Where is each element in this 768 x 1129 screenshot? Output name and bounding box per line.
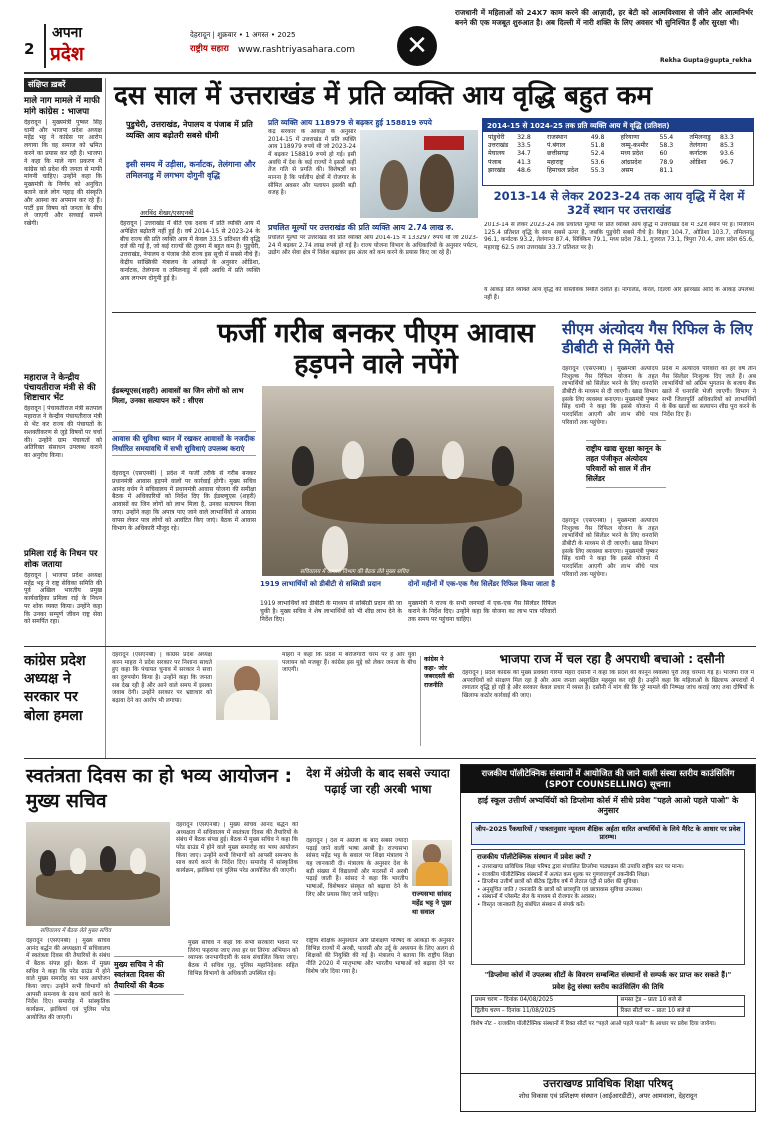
polytechnic-ad: [460, 764, 756, 1112]
ad-footer: [461, 1073, 755, 1111]
lead-highlight: पुडुचेरी, उत्तराखंड, नेपालय व पंजाब में प्रति व्यक्ति आय बढ़ोतरी सबसे धीमी: [126, 120, 253, 140]
congress-body: देहरादून (एसएनबी) | कांग्रेस प्रदेश अध्यक्ष करन माहरा ने प्रदेश सरकार पर निशाना साधते हुए कहा कि पंचायत चुनाव में सरकार ने सत्ता का दुरुपयोग किया है। उन्होंने कहा कि जनता सब देख रही है और आने वाले समय में इसका जवाब देगी। उन्होंने सरकार पर भ्रष्टाचार को बढ़ावा देने का आरोप भी लगाया।: [112, 652, 212, 705]
section-badge: [44, 24, 112, 68]
lead-col-2: केंद्र सरकार के आंकड़ों के अनुसार 2014-15 में उत्तराखंड में प्रति व्यक्ति आय 118979 रुपये थी जो 2023-24 में बढ़कर 158819 रुपये हो गई। इसी अवधि में देश के कई राज्यों ने इससे कहीं तेज गति से प्रगति की। विशेषज्ञों का मानना है कि पर्वतीय क्षेत्रों में रोजगार के सीमित अवसर और पलायन इसकी बड़ी वजह है।: [268, 129, 356, 197]
independence-body-3: देहरादून (एसएनबी) | मुख्य सचिव आनंद बर्द्धन की अध्यक्षता में सचिवालय में स्वतंत्रता दिवस की तैयारियों के संबंध में बैठक संपन्न हुई। बैठक में मुख्य सचिव ने कहा कि परेड ग्राउंड में होने वाले मुख्य समारोह का भव्य आयोजन किया जाए। उन्होंने सभी विभागों को आपसी समन्वय के साथ कार्य करने के निर्देश दिए। समारोह में सांस्कृतिक कार्यक्रम, झांकियां एवं पुलिस परेड आयोजित की जाएगी।: [176, 822, 298, 875]
arabic-body: देहरादून | देश में अंग्रेजी के बाद सबसे ज्यादा पढ़ाई जाने वाली भाषा अरबी है। राज्यसभा सांसद महेंद्र भट्ट के सवाल पर शिक्षा मंत्रालय ने यह जानकारी दी। मंत्रालय के अनुसार देश के बड़ी संख्या में विद्यालयों और मदरसों में अरबी पढ़ाई जाती है। सांसद ने कहा कि भारतीय भाषाओं, विशेषकर संस्कृत को बढ़ावा देने के लिए और प्रयास किए जाने चाहिए।: [306, 838, 408, 898]
independence-body: देहरादून (एसएनबी) | मुख्य सचिव आनंद बर्द्धन की अध्यक्षता में सचिवालय में स्वतंत्रता दिवस की तैयारियों के संबंध में बैठक संपन्न हुई। बैठक में मुख्य सचिव ने कहा कि परेड ग्राउंड में होने वाले मुख्य समारोह का भव्य आयोजन किया जाए। उन्होंने सभी विभागों को आपसी समन्वय के साथ कार्य करने के निर्देश दिए। समारोह में सांस्कृतिक कार्यक्रम, झांकियां एवं पुलिस परेड आयोजित की जाएगी।: [26, 938, 110, 1021]
ad-bullet-list: [477, 864, 739, 909]
section-name-line1: अपना: [52, 25, 83, 41]
gas-pull-quote: राष्ट्रीय खाद्य सुरक्षा कानून के तहत पंजीकृत अंत्योदय परिवारों को साल में तीन सिलेंडर: [586, 440, 666, 488]
gas-body: देहरादून (एसएनबी) | मुख्यमंत्री अंत्योदय निःशुल्क गैस रिफिल योजना के तहत लाभार्थियों को सिलेंडर भरने के लिए धनराशि डीबीटी के माध्यम से दी जाएगी। खाद्य विभाग इसके लिए व्यवस्था बनाएगा। मुख्यमंत्री पुष्कर सिंह धामी ने कहा कि इससे योजना में पारदर्शिता आएगी और लाभ सीधे पात्र परिवारों तक पहुंचेगा।: [562, 366, 658, 426]
table-cell: रिक्त सीटों पर – प्रातः 10 बजे से: [617, 1006, 744, 1017]
sidebar-item-title: महाराज ने केन्द्रीय पंचायतीराज मंत्री से की शिष्टाचार भेंट: [24, 372, 96, 404]
table-cell-state: हिमाचल प्रदेश: [547, 166, 579, 174]
table-cell-value: 52.4: [590, 150, 605, 158]
table-row: [487, 159, 749, 167]
mp-photo: [412, 840, 452, 886]
table-cell-value: 53.6: [590, 158, 605, 166]
section-rule: [24, 646, 756, 647]
fake-pm-body-3: मुख्यमंत्री ने राज्य के सभी जनपदों में एक-एक गैस सिलेंडर रिफिल कराने के निर्देश दिए। उन्होंने कहा कि योजना का लाभ पात्र परिवारों तक समय पर पहुंचना चाहिए।: [408, 600, 556, 623]
ad-dates-title: प्रवेश हेतु संस्था स्तरीय काउंसिलिंग की तिथि: [552, 983, 664, 992]
lead-sub-2: प्रचलित मूल्यों पर उत्तराखंड की प्रति व्यक्ति आय 2.74 लाख रु.: [268, 223, 454, 232]
arabic-side-note: राज्यसभा सांसद महेंद्र भट्ट ने पूछा था सवाल: [412, 890, 452, 917]
independence-pull-quote: मुख्य सचिव ने की स्वतंत्रता दिवस की तैयारियों की बैठक: [114, 956, 184, 995]
table-cell-value: 96.7: [720, 158, 734, 166]
growth-table: [487, 134, 749, 174]
table-row: [472, 1006, 745, 1017]
table-cell-value: 41.3: [517, 158, 531, 166]
ad-info-box: [471, 849, 745, 965]
congress-headline: कांग्रेस प्रदेश अध्यक्ष ने सरकार पर बोला हमला: [24, 653, 86, 724]
table-cell-state: [688, 167, 719, 175]
table-cell-state: पं.बंगाल: [547, 142, 566, 150]
masthead: [0, 0, 768, 72]
gas-body-3: देहरादून (एसएनबी) | मुख्यमंत्री अंत्योदय निःशुल्क गैस रिफिल योजना के तहत लाभार्थियों को सिलेंडर भरने के लिए धनराशि डीबीटी के माध्यम से दी जाएगी। खाद्य विभाग इसके लिए व्यवस्था बनाएगा। मुख्यमंत्री पुष्कर सिंह धामी ने कहा कि इससे योजना में पारदर्शिता आएगी और लाभ सीधे पात्र परिवारों तक पहुंचेगा।: [562, 518, 658, 578]
list-item: • उत्तराखण्ड प्राविधिक शिक्षा परिषद द्वारा संचालित डिप्लोमा पाठ्यक्रम की उपाधि राष्ट्रीय स्तर पर मान्य।: [477, 864, 684, 871]
fake-pm-sub-2: दोनों महीनों में एक-एक गैस सिलेंडर रिफिल किया जाता है: [408, 580, 555, 588]
table-cell-value: 51.8: [590, 142, 605, 150]
table-cell-value: 60: [659, 150, 668, 158]
table-cell-value: 55.4: [659, 134, 674, 142]
ad-subtitle: हाई स्कूल उत्तीर्ण अभ्यर्थियों को डिप्लोमा कोर्स में सीधे प्रवेश "पहले आओ पहले पाओ" के अनुसार: [477, 795, 739, 816]
table-row: [487, 142, 749, 150]
congress-leader-photo: [216, 660, 278, 720]
table-cell-value: 49.8: [590, 134, 605, 142]
independence-body-2: मुख्य सचिव ने कहा कि सभी सरकारी भवनों पर तिरंगा फहराया जाए तथा हर घर तिरंगा अभियान को व्यापक जनभागीदारी के साथ संचालित किया जाए। बैठक में सचिव गृह, पुलिस महानिदेशक सहित विभिन्न विभागों के अधिकारी उपस्थित रहे।: [188, 940, 298, 977]
lead-highlight-2: इसी समय में उड़ीसा, कर्नाटक, तेलंगाना और तमिलनाडु में लगभग दोगुनी वृद्धि: [126, 160, 256, 180]
ad-dates-table: [471, 995, 745, 1017]
rank-body: 2013-14 से लेकर 2023-24 तक प्रचलित मूल्यों पर प्रति व्यक्ति आय वृद्धि में उत्तराखंड देश में 32वें स्थान पर है। मिजोरम 125.4 प्रतिशत वृद्धि के साथ सबसे ऊपर है, जबकि पुडुचेरी सबसे नीचे है। बिहार 104.7, ओडिशा 103.7, तमिलनाडु 96.1, कर्नाटक 93.2, तेलंगाना 87.4, सिक्किम 79.1, मध्य प्रदेश 78.1, गुजरात 73.1, त्रिपुरा 70.4, उत्तर प्रदेश 65.6, महाराष्ट्र 62.5 तथा उत्तराखंड 33.7 प्रतिशत पर है।: [484, 222, 754, 252]
table-cell-value: 55.3: [590, 166, 605, 174]
sidebar-header: संक्षिप्त ख़बरें: [24, 78, 102, 92]
table-cell-value: 34.7: [517, 150, 531, 158]
table-cell-state: मध्य प्रदेश: [620, 150, 644, 158]
table-row: [487, 150, 749, 158]
table-cell: प्रथम चरण – दिनांक 04/08/2025: [472, 996, 618, 1007]
sidebar-item-title: माले नाग मामले में माफी मांगे कांग्रेस : भाजपा: [24, 96, 100, 117]
meeting-photo-caption: सचिवालय में आवास विभाग की बैठक लेते मुख्य सचिव: [300, 569, 409, 575]
table-cell-state: आंध्रप्रदेश: [620, 158, 642, 166]
independence-meeting-photo: [26, 822, 170, 926]
table-cell-value: 58.3: [659, 142, 674, 150]
table-cell-state: छत्तीसगढ़: [547, 150, 569, 158]
ad-footer-title: उत्तराखण्ड प्राविधिक शिक्षा परिषद्: [543, 1078, 673, 1090]
table-cell-state: महाराष्ट्र: [547, 158, 564, 166]
congress-side-note: कांग्रेस ने कहा- जोर जबरदस्ती की राजनीति: [420, 656, 456, 746]
section-rule: [24, 758, 756, 759]
table-cell-value: [719, 167, 749, 175]
table-cell-state: झारखंड: [488, 166, 506, 174]
ad-footer-subtitle: शोध विकास एवं प्रशिक्षण संस्थान (आईआरडीटी), अपर आमवाला, देहरादून: [518, 1091, 698, 1100]
table-row: [487, 134, 749, 142]
congress-body-2: माहरा ने कहा कि प्रदेश में बेरोजगारी चरम पर है और युवा पलायन को मजबूर हैं। कांग्रेस इस मुद्दे को लेकर जनता के बीच जाएगी।: [282, 652, 416, 674]
fake-pm-body: देहरादून (एसएनबी) | प्रदेश में फर्जी तरीके से गरीब बनकर प्रधानमंत्री आवास हड़पने वालों पर कार्रवाई होगी। मुख्य सचिव आनंद वर्धन ने सचिवालय में प्रधानमंत्री आवास योजना की समीक्षा बैठक में अधिकारियों को निर्देश दिए कि ईडब्ल्यूएस (शहरी) आवासों का जिन लोगों को लाभ मिला है, उनका सत्यापन किया जाए। उन्होंने कहा कि अपात्र पाए जाने वाले लाभार्थियों से आवास वापस लेकर पात्र लोगों को आवंटित किए जाएं। बैठक में आवास विभाग के अधिकारी मौजूद रहे।: [112, 470, 256, 532]
list-item: • राजकीय पॉलीटेक्निक संस्थानों में अत्यंत कम शुल्क पर गुणवत्तापूर्ण तकनीकी शिक्षा।: [477, 871, 650, 878]
table-cell-value: 81.1: [659, 166, 674, 174]
table-cell-state: ओडिशा: [689, 158, 707, 166]
arabic-headline: देश में अंग्रेजी के बाद सबसे ज्यादा पढ़ाई जा रही अरबी भाषा: [306, 766, 450, 796]
ad-box-title: राजकीय पॉलीटेक्निक संस्थान में प्रवेश क्यों ?: [477, 853, 592, 862]
lead-headline: दस साल में उत्तराखंड में प्रति व्यक्ति आय वृद्धि बहुत कम: [114, 81, 653, 111]
quote-text: राजधानी में महिलाओं को 24X7 काम करने की आज़ादी, हर बेटी को आत्मविश्वास से जीने और आत्मनिर्भर बनने की एक मजबूत शुरुआत है। अब दिल्ली में नारी शक्ति के लिए अवसर भी सुनिश्चित हैं और सुरक्षा भी।: [455, 8, 753, 27]
sidebar-item-title: प्रमिला राई के निधन पर शोक जताया: [24, 549, 98, 570]
section-rule: [112, 312, 756, 313]
fake-pm-headline: फर्जी गरीब बनकर पीएम आवास हड़पने वाले नपेंगे: [217, 318, 535, 381]
ad-strip: जीप–2025 रैंकधारियों / पात्रतानुसार न्यूनतम शैक्षिक अर्हता धारित अभ्यर्थियों के लिये मैरिट के आधार पर प्रवेश प्रारम्भ।: [471, 822, 745, 846]
table-cell-state: पंजाब: [488, 158, 502, 166]
table-cell-state: कर्नाटक: [689, 150, 708, 158]
sidebar-item-body: देहरादून | मुख्यमंत्री पुष्कर सिंह धामी और भाजपा प्रदेश अध्यक्ष महेंद्र भट्ट ने कांग्रेस पर आरोप लगाया कि वह समाज को भ्रमित करने का प्रयास कर रही है। भाजपा ने कहा कि माले नाग प्रकरण में कांग्रेस को प्रदेश की जनता से माफी मांगनी चाहिए। उन्होंने कहा कि मुख्यमंत्री के निर्णय को अनुचित बताने वाले लोग पहाड़ की संस्कृति और आस्था का अपमान कर रहे हैं। पार्टी इस विषय को जनता के बीच ले जाएगी और सच्चाई सामने रखेगी।: [24, 118, 102, 228]
table-cell-state: हरियाणा: [620, 134, 640, 142]
table-cell-state: मेघालय: [488, 150, 505, 158]
ad-notice: "डिप्लोमा कोर्स में उपलब्ध सीटों के विवरण सम्बन्धित संस्थानों से सम्पर्क कर प्राप्त कर सकते हैं।": [484, 971, 732, 980]
table-row: [472, 996, 745, 1007]
paper-name: राष्ट्रीय सहारा: [190, 44, 229, 54]
list-item: • डिप्लोमा उत्तीर्ण छात्रों को बीटेक द्वितीय वर्ष में लेटरल एंट्री से प्रवेश की सुविधा।: [477, 879, 639, 886]
table-row: [487, 167, 749, 175]
table-cell-state: उत्तराखंड: [488, 142, 509, 150]
fake-pm-deck-1: ईडब्ल्यूएस(शहरी) आवासों का जिन लोगों को लाभ मिला, उनका सत्यापन करें : सीएस: [112, 386, 244, 405]
table-cell-state: असम: [620, 166, 634, 174]
dateline: देहरादून | शुक्रवार • 1 अगस्त • 2025: [190, 30, 296, 39]
ad-title: राजकीय पॉलीटेक्निक संस्थानों में आयोजित की जाने वाली संस्था स्तरीय काउंसिलिंग (SPOT COUNSELLING) सूचना।: [461, 765, 755, 793]
table-cell-state: तेलंगाना: [689, 142, 708, 150]
fake-pm-sub-1: 1919 लाभार्थियों को डीबीटी से सब्सिडी प्रदान: [260, 580, 381, 588]
bhajpa-headline: भाजपा राज में चल रहा है अपराधी बचाओ : दसौनी: [499, 652, 725, 666]
section-name-line2: प्रदेश: [50, 43, 84, 66]
table-cell-value: 85.3: [720, 142, 734, 150]
growth-table-box: [482, 118, 754, 186]
rank-foot: ये आंकड़े प्रति व्यक्ति आय वृद्धि की वास्तविक स्थिति दर्शाते हैं। नागालैंड, केरल, दिल्ली और झारखंड आदि के आंकड़े उपलब्ध नहीं हैं।: [484, 287, 754, 301]
rank-headline: 2013-14 से लेकर 2023-24 तक आय वृद्धि में देश में 32वें स्थान पर उत्तराखंड: [493, 189, 745, 217]
bhajpa-body: देहरादून | प्रदेश कांग्रेस की मुख्य प्रवक्ता गरिमा मेहरा दसौनी ने कहा कि प्रदेश की कानून व्यवस्था पूरी तरह चरमरा गई है। भाजपा राज में अपराधियों को संरक्षण मिल रहा है और आम जनता असुरक्षित महसूस कर रही है। उन्होंने कहा कि महिलाओं के खिलाफ अपराधों में लगातार वृद्धि हो रही है और सरकार केवल प्रचार में व्यस्त है। दसौनी ने मांग की कि पूरे मामले की निष्पक्ष जांच कराई जाए तथा दोषियों के खिलाफ कठोर कार्रवाई की जाए।: [462, 670, 754, 700]
independence-photo-caption: सचिवालय में बैठक लेते मुख्य सचिव: [40, 928, 111, 934]
list-item: • संस्थानों में प्लेसमेंट सेल के माध्यम से रोजगार के अवसर।: [477, 894, 597, 901]
table-cell-state: जम्मू-कश्मीर: [620, 142, 649, 150]
table-cell: द्वितीय चरण – दिनांक 11/08/2025: [472, 1006, 618, 1017]
growth-table-title: 2014-15 से 1024-25 तक प्रति व्यक्ति आय में वृद्धि (प्रतिशत): [483, 119, 753, 132]
meeting-photo: [262, 386, 554, 576]
sidebar-item-body: देहरादून | भाजपा प्रदेश अध्यक्ष महेंद्र भट्ट ने राष्ट्र सेविका समिति की पूर्व अखिल भारतीय प्रमुख कार्यवाहिका प्रमिला राई के निधन पर शोक व्यक्त किया। उन्होंने कहा कि उनका सम्पूर्ण जीवन राष्ट्र सेवा को समर्पित रहा।: [24, 571, 102, 626]
fake-pm-body-2: 1919 लाभार्थियों को डीबीटी के माध्यम से सब्सिडी प्रदान की जा चुकी है। मुख्य सचिव ने शेष लाभार्थियों को भी शीघ्र लाभ देने के निर्देश दिए।: [260, 600, 402, 623]
independence-headline: स्वतंत्रता दिवस का हो भव्य आयोजन : मुख्य सचिव: [26, 765, 293, 812]
fake-pm-deck-2: आवास की सुविधा ध्यान में रखकर आवासों के नजदीक निर्धारित समयावधि में सभी सुविधाएं उपलब्ध कराएं: [112, 431, 256, 456]
lead-col-3: प्रचलित मूल्यों पर उत्तराखंड की प्रति व्यक्ति आय 2014-15 में 133297 रुपये थी जो 2023-24 में बढ़कर 2.74 लाख रुपये हो गई है। राज्य योजना विभाग के अधिकारियों के अनुसार पर्यटन, उद्योग और सेवा क्षेत्र में निवेश बढ़ाकर इस अंतर को कम करने के प्रयास किए जा रहे हैं।: [268, 235, 478, 257]
website-link[interactable]: www.rashtriyasahara.com: [238, 45, 356, 55]
x-logo-icon: ✕: [397, 26, 437, 66]
table-cell-state: तमिलनाडु: [689, 134, 711, 142]
table-cell-value: 32.8: [517, 134, 531, 142]
masthead-rule: [24, 72, 756, 74]
table-cell-value: 83.3: [720, 134, 734, 142]
lead-col-1: देहरादून | उत्तराखंड में बीते एक दशक में प्रति व्यक्ति आय में अपेक्षित बढ़ोतरी नहीं हुई है। वर्ष 2014-15 से 2023-24 के बीच राज्य की प्रति व्यक्ति आय में केवल 33.5 प्रतिशत की वृद्धि दर्ज की गई है, जो कई राज्यों की तुलना में बहुत कम है। पुडुचेरी, उत्तराखंड, नेपालय व पंजाब जैसे राज्य इस सूची में सबसे नीचे हैं। केंद्रीय सांख्यिकी मंत्रालय के आंकड़ों के अनुसार ओडिशा, कर्नाटक, तेलंगाना व तमिलनाडु में इसी अवधि में प्रति व्यक्ति आय लगभग दोगुनी हुई है।: [120, 220, 260, 282]
table-cell-state: राजस्थान: [547, 134, 567, 142]
table-cell-value: 93.6: [720, 150, 734, 158]
list-item: • अनुसूचित जाति / जनजाति के छात्रों को छात्रवृत्ति एवं छात्रावास सुविधा उपलब्ध।: [477, 886, 643, 893]
lead-byline: अरविंद शेखर/एसएनबी: [140, 209, 194, 217]
gas-headline: सीएम अंत्योदय गैस रिफिल के लिए डीबीटी से मिलेंगे पैसे: [562, 320, 753, 357]
sidebar-item-body: देहरादून | पंचायतीराज मंत्री सतपाल महाराज ने केन्द्रीय पंचायतीराज मंत्री से भेंट कर राज्य की पंचायतों के सशक्तीकरण से जुड़े विषयों पर चर्चा की। उन्होंने ग्राम पंचायतों को अतिरिक्त संसाधन उपलब्ध कराने का अनुरोध किया।: [24, 405, 102, 460]
table-cell-value: 33.5: [517, 142, 531, 150]
lead-cartoon-image: [360, 130, 478, 218]
arabic-body-2: राष्ट्रीय शैक्षिक अनुसंधान और प्रशिक्षण परिषद के आंकड़ों के अनुसार विभिन्न राज्यों में अरबी, फारसी और उर्दू के अध्ययन के लिए अलग से शिक्षकों की नियुक्ति की गई है। मंत्रालय ने बताया कि राष्ट्रीय शिक्षा नीति 2020 में मातृभाषा और भारतीय भाषाओं को बढ़ावा देने पर विशेष जोर दिया गया है।: [306, 938, 454, 975]
table-cell-value: 48.6: [517, 166, 531, 174]
list-item: • विस्तृत जानकारी हेतु संबंधित संस्थान से संपर्क करें।: [477, 901, 585, 908]
table-cell-state: पांडुचेरी: [488, 134, 505, 142]
quote-handle: Rekha Gupta@gupta_rekha: [660, 57, 752, 64]
gas-body-2: प्रदेश में अंत्योदय परिवारों को हर वर्ष तीन गैस सिलेंडर निःशुल्क दिए जाते हैं। अब लाभार्थियों को अग्रिम भुगतान के बजाय बैंक खाते में धनराशि भेजी जाएगी। विभाग ने सभी जिलापूर्ति अधिकारियों को लाभार्थियों के बैंक खातों का सत्यापन शीघ्र पूरा करने के निर्देश दिए हैं।: [662, 366, 756, 419]
table-cell: समस्त ट्रेड – प्रातः 10 बजे से: [617, 996, 744, 1007]
table-cell-value: 78.9: [659, 158, 674, 166]
page-number: 2: [24, 40, 35, 58]
ad-footnote: विशेष नोट – राजकीय पॉलीटेक्निक संस्थानों में रिक्त सीटों पर "पहले आओ पहले पाओ" के आधार पर प्रवेश दिया जायेगा।: [471, 1021, 716, 1028]
lead-sub-1: प्रति व्यक्ति आय 118979 से बढ़कर हुई 158819 रुपये: [268, 118, 432, 127]
